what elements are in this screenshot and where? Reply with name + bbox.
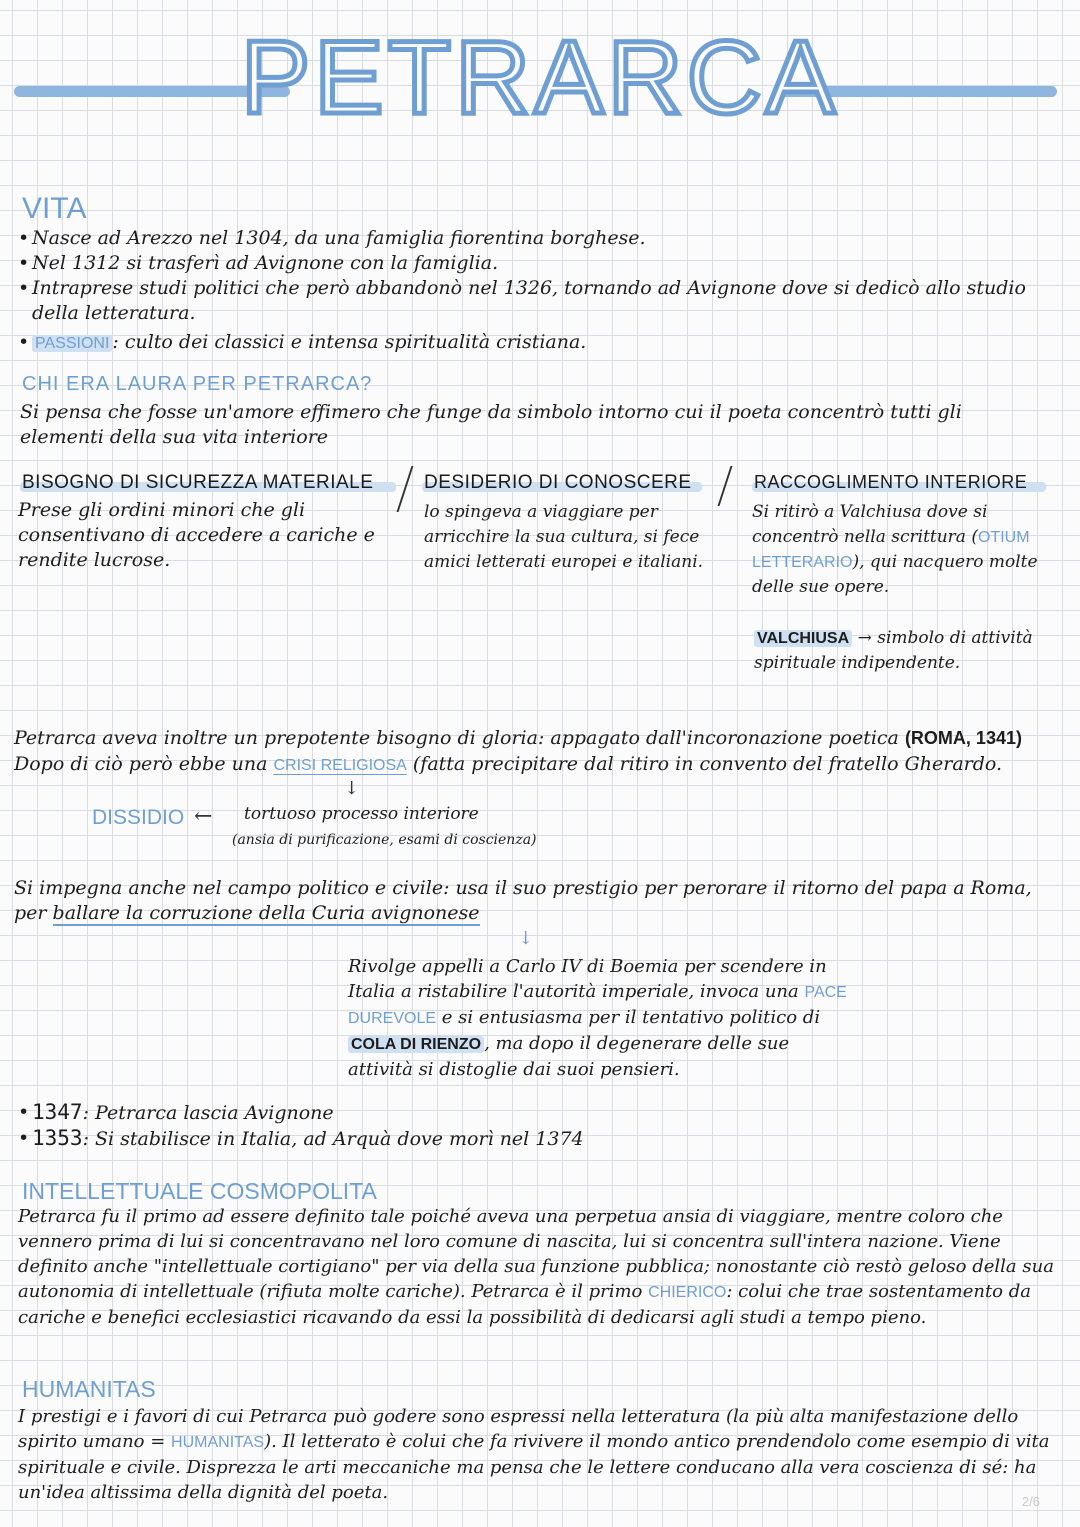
col3-text-a: Si ritirò a Valchiusa dove si concentrò nella scrittura ( xyxy=(752,502,988,547)
vita-list xyxy=(18,226,1028,356)
col3-heading: RACCOGLIMENTO INTERIORE xyxy=(754,472,1028,492)
intellettuale-text-a: Petrarca fu il primo ad essere definito tale poiché aveva una perpetua ansia di viaggiare, mentre coloro che vennero prima di lui si concentravano nel loro comune di nascita, lui si concentra sull'intera nazione. Viene definito anche "intellettuale cortigiano" per via della sua funzione pubblica; nonostante ciò restò geloso della sua autonomia di intellettuale (rifiuta molte cariche). Petrarca è il primo xyxy=(18,1206,1054,1302)
gloria-tag: (ROMA, 1341) xyxy=(904,728,1022,748)
valchiusa-text: simbolo di attività spirituale indipendente. xyxy=(754,628,1033,673)
page-number: 2/6 xyxy=(1021,1494,1040,1509)
vita-heading: VITA xyxy=(22,192,87,225)
col2-text: lo spingeva a viaggiare per arricchire la sua cultura, si fece amici letterati europei e italiani. xyxy=(424,502,704,572)
appelli-b: e si entusiasma per il tentativo politico di xyxy=(436,1007,821,1028)
gloria-line2 xyxy=(14,752,1074,778)
humanitas-text-b: ). Il letterato è colui che fa rivivere il mondo antico prendendolo come esempio di vita spirituale e civile. Disprezza le arti meccaniche ma pensa che le lettere conducano alla vera coscienza di sé: ha un'idea altissima della dignità del poeta. xyxy=(18,1431,1050,1503)
processo-text: tortuoso processo interiore xyxy=(244,804,479,824)
dissidio-arrow: ← xyxy=(194,804,213,829)
politica-down-arrow: ↓ xyxy=(518,928,534,949)
date-year-1353: 1353 xyxy=(32,1126,83,1150)
column-divider-1 xyxy=(397,466,414,512)
humanitas-text-a: I prestigi e i favori di cui Petrarca può godere sono espressi nella letteratura (la più alta manifestazione dello spirito umano = xyxy=(18,1406,1019,1452)
dates-list xyxy=(18,1100,918,1152)
vita-item-1: • Nasce ad Arezzo nel 1304, da una famiglia fiorentina borghese. xyxy=(18,226,1028,251)
humanitas-label: HUMANITAS xyxy=(171,1434,265,1451)
chierico-label: CHIERICO xyxy=(648,1284,727,1301)
politica-text-b: ballare la corruzione della Curia avignonese xyxy=(52,902,480,924)
col3-text xyxy=(752,500,1052,600)
gloria-line2-b: (fatta precipitare dal ritiro in convento del fratello Gherardo. xyxy=(412,753,1003,775)
date-text-1347: : Petrarca lascia Avignone xyxy=(82,1102,334,1124)
page-title: PETRARCA xyxy=(240,20,840,136)
col3-text-b: ), qui nacquero molte delle sue opere. xyxy=(752,552,1038,597)
passioni-label: PASSIONI xyxy=(32,335,112,352)
col1-text: Prese gli ordini minori che gli consentivano di accedere a cariche e rendite lucrose. xyxy=(18,499,375,571)
humanitas-text xyxy=(18,1404,1058,1505)
cola-label: COLA DI RIENZO xyxy=(348,1036,484,1053)
col2-heading: DESIDERIO DI CONOSCERE xyxy=(424,472,692,493)
humanitas-heading: HUMANITAS xyxy=(22,1376,156,1402)
processo-note: (ansia di purificazione, esami di coscienza) xyxy=(232,832,537,848)
politica-text-a: Si impegna anche nel campo politico e civile: usa il suo prestigio per perorare il ritorno del papa a Roma, per xyxy=(14,877,1032,924)
vita-item-passioni xyxy=(18,330,1028,356)
otium-label: OTIUM LETTERARIO xyxy=(752,529,1030,571)
passioni-text: : culto dei classici e intensa spiritualità cristiana. xyxy=(112,331,587,353)
date-text-1353: : Si stabilisce in Italia, ad Arquà dove morì nel 1374 xyxy=(82,1128,584,1150)
vita-item-3: • Intraprese studi politici che però abbandonò nel 1326, tornando ad Avignone dove si dedicò allo studio della letteratura. xyxy=(18,276,1028,326)
date-year-1347: 1347 xyxy=(32,1100,83,1124)
valchiusa-line xyxy=(754,626,1054,676)
gloria-line1 xyxy=(14,726,1074,751)
vita-item-2: • Nel 1312 si trasferì ad Avignone con la famiglia. xyxy=(18,251,1028,276)
laura-text: Si pensa che fosse un'amore effimero che funge da simbolo intorno cui il poeta concentrò tutti gli elementi della sua vita interiore xyxy=(20,401,962,448)
valchiusa-label: VALCHIUSA xyxy=(754,630,852,647)
column-divider-2 xyxy=(718,466,733,506)
laura-heading: CHI ERA LAURA PER PETRARCA? xyxy=(22,373,373,395)
intellettuale-text-b: : colui che trae sostentamento da cariche e benefici ecclesiastici ricavando da essi la possibilità di dedicarsi agli studi a tempo pieno. xyxy=(18,1281,1031,1328)
crisi-down-arrow: ↓ xyxy=(344,778,360,799)
intellettuale-text xyxy=(18,1204,1058,1330)
crisi-label: CRISI RELIGIOSA xyxy=(273,757,407,774)
col1-heading: BISOGNO DI SICUREZZA MATERIALE xyxy=(22,472,374,493)
intellettuale-heading: INTELLETTUALE COSMOPOLITA xyxy=(22,1178,377,1204)
valchiusa-arrow: → xyxy=(857,628,872,648)
dissidio-label: DISSIDIO xyxy=(92,806,185,829)
date-item-1353 xyxy=(18,1126,918,1152)
pace-label: PACE DUREVOLE xyxy=(348,984,847,1027)
date-item-1347 xyxy=(18,1100,918,1126)
appelli-a: Rivolge appelli a Carlo IV di Boemia per scendere in Italia a ristabilire l'autorità imperiale, invoca una xyxy=(348,956,827,1002)
gloria-line2-a: Dopo di ciò però ebbe una xyxy=(14,753,268,775)
gloria-line1-text: Petrarca aveva inoltre un prepotente bisogno di gloria: appagato dall'incoronazione poetica xyxy=(14,727,899,749)
appelli-c: , ma dopo il degenerare delle sue attività si distoglie dai suoi pensieri. xyxy=(348,1033,790,1080)
politica-text xyxy=(14,876,1054,926)
appelli-text xyxy=(348,954,858,1082)
